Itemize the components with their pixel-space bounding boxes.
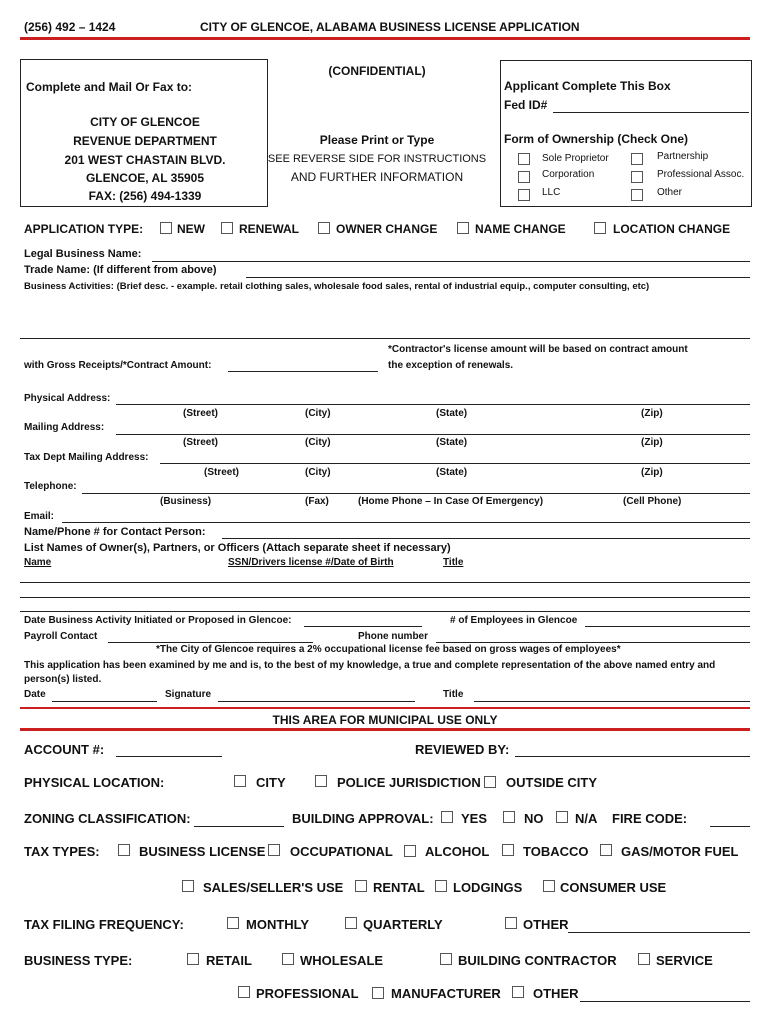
sales-use-label: SALES/SELLER'S USE	[203, 880, 344, 895]
building-na-checkbox[interactable]	[556, 811, 568, 823]
llc-label: LLC	[542, 187, 561, 198]
professional-checkbox[interactable]	[238, 986, 250, 998]
tobacco-checkbox[interactable]	[502, 844, 514, 856]
municipal-heading: THIS AREA FOR MUNICIPAL USE ONLY	[272, 713, 498, 727]
state-label: (State)	[436, 408, 468, 419]
owners-col-title: Title	[443, 557, 464, 568]
owner-row-3[interactable]	[20, 611, 750, 612]
occupational-label: OCCUPATIONAL	[290, 844, 393, 859]
date-input[interactable]	[52, 701, 157, 702]
employees-input[interactable]	[585, 626, 750, 627]
city-label: (City)	[305, 408, 331, 419]
sole-proprietor-label: Sole Proprietor	[542, 153, 609, 164]
address-line-1: CITY OF GLENCOE	[90, 115, 200, 129]
service-label: SERVICE	[656, 953, 713, 968]
llc-checkbox[interactable]	[518, 189, 530, 201]
owners-col-name: Name	[24, 557, 52, 568]
email-input[interactable]	[62, 522, 750, 523]
business-activities-input[interactable]	[20, 338, 750, 339]
lodgings-label: LODGINGS	[453, 880, 523, 895]
payroll-contact-input[interactable]	[108, 642, 313, 643]
frequency-other-input[interactable]	[568, 932, 750, 933]
account-input[interactable]	[116, 756, 222, 757]
payroll-contact-label: Payroll Contact	[24, 631, 98, 642]
professional-assoc-label: Professional Assoc.	[657, 169, 745, 180]
phone-number-input[interactable]	[436, 642, 750, 643]
fax-label: (Fax)	[305, 496, 329, 507]
zoning-label: ZONING CLASSIFICATION:	[24, 811, 191, 826]
rental-label: RENTAL	[373, 880, 425, 895]
address-line-4: GLENCOE, AL 35905	[85, 171, 205, 185]
building-contractor-label: BUILDING CONTRACTOR	[458, 953, 617, 968]
building-yes-label: YES	[461, 811, 488, 826]
reviewed-by-label: REVIEWED BY:	[415, 742, 510, 757]
tax-mailing-label: Tax Dept Mailing Address:	[24, 452, 149, 463]
owners-col-ssn: SSN/Drivers license #/Date of Birth	[228, 557, 394, 568]
fire-code-label: FIRE CODE:	[612, 811, 688, 826]
business-type-label: BUSINESS TYPE:	[24, 953, 133, 968]
outside-city-label: OUTSIDE CITY	[506, 775, 598, 790]
btype-other-label: OTHER	[533, 986, 579, 1001]
title-input[interactable]	[474, 701, 750, 702]
title-label: Title	[443, 689, 464, 700]
business-activities-label: Business Activities: (Brief desc. - example. retail clothing sales, wholesale food sales, rental of industrial equip., computer consulting, etc)	[24, 281, 650, 292]
zip-label: (Zip)	[641, 437, 663, 448]
state-label: (State)	[436, 467, 468, 478]
legal-name-input[interactable]	[152, 261, 750, 262]
gross-receipts-input[interactable]	[228, 371, 378, 372]
city-location-checkbox[interactable]	[234, 775, 246, 787]
sole-proprietor-checkbox[interactable]	[518, 153, 530, 165]
legal-name-label: Legal Business Name:	[24, 248, 142, 260]
partnership-checkbox[interactable]	[631, 153, 643, 165]
btype-other-input[interactable]	[580, 1001, 750, 1002]
date-initiated-input[interactable]	[304, 626, 422, 627]
quarterly-label: QUARTERLY	[363, 917, 443, 932]
print-type-label: Please Print or Type	[319, 133, 435, 147]
physical-address-label: Physical Address:	[24, 393, 111, 404]
street-label: (Street)	[183, 437, 219, 448]
attestation-text: This application has been examined by me and is, to the best of my knowledge, a true and complete representation of the above named entry and person(s) listed.	[24, 660, 716, 685]
retail-label: RETAIL	[206, 953, 252, 968]
instructions-line-1: SEE REVERSE SIDE FOR INSTRUCTIONS	[267, 153, 487, 165]
owners-label: List Names of Owner(s), Partners, or Officers (Attach separate sheet if necessary)	[24, 542, 451, 554]
service-checkbox[interactable]	[638, 953, 650, 965]
occupational-checkbox[interactable]	[268, 844, 280, 856]
name-change-checkbox[interactable]	[457, 222, 469, 234]
address-line-3: 201 WEST CHASTAIN BLVD.	[64, 153, 226, 167]
applicant-box-heading: Applicant Complete This Box	[504, 79, 671, 93]
consumer-use-label: CONSUMER USE	[560, 880, 667, 895]
street-label: (Street)	[183, 408, 219, 419]
police-jurisdiction-checkbox[interactable]	[315, 775, 327, 787]
address-line-2: REVENUE DEPARTMENT	[73, 134, 217, 148]
police-jurisdiction-label: POLICE JURISDICTION	[337, 775, 481, 790]
contractor-note-2: the exception of renewals.	[388, 360, 514, 371]
confidential-label: (CONFIDENTIAL)	[328, 64, 426, 78]
physical-address-input[interactable]	[116, 404, 750, 405]
mailing-address-input[interactable]	[116, 434, 750, 435]
btype-other-checkbox[interactable]	[512, 986, 524, 998]
contractor-note-1: *Contractor's license amount will be based on contract amount	[388, 344, 688, 355]
reviewed-by-input[interactable]	[515, 756, 750, 757]
new-checkbox[interactable]	[160, 222, 172, 234]
location-change-checkbox[interactable]	[594, 222, 606, 234]
home-phone-label: (Home Phone – In Case Of Emergency)	[358, 496, 544, 507]
other-ownership-label: Other	[657, 187, 683, 198]
form-title: CITY OF GLENCOE, ALABAMA BUSINESS LICENSE APPLICATION	[200, 20, 580, 34]
lodgings-checkbox[interactable]	[435, 880, 447, 892]
gross-receipts-label: with Gross Receipts/*Contract Amount:	[24, 360, 212, 371]
professional-assoc-checkbox[interactable]	[631, 171, 643, 183]
professional-label: PROFESSIONAL	[256, 986, 359, 1001]
renewal-checkbox[interactable]	[221, 222, 233, 234]
physical-location-label: PHYSICAL LOCATION:	[24, 775, 165, 790]
zip-label: (Zip)	[641, 467, 663, 478]
corporation-label: Corporation	[542, 169, 595, 180]
zoning-input[interactable]	[194, 826, 284, 827]
municipal-top-rule	[20, 707, 750, 709]
header-rule	[20, 37, 750, 40]
outside-city-checkbox[interactable]	[484, 776, 496, 788]
gas-motor-fuel-checkbox[interactable]	[600, 844, 612, 856]
applicant-box	[500, 60, 752, 207]
street-label: (Street)	[204, 467, 240, 478]
mail-to-heading: Complete and Mail Or Fax to:	[26, 80, 193, 94]
mail-to-box	[20, 59, 268, 207]
partnership-label: Partnership	[657, 151, 709, 162]
business-license-label: BUSINESS LICENSE	[139, 844, 266, 859]
owner-row-2[interactable]	[20, 597, 750, 598]
tax-types-label: TAX TYPES:	[24, 844, 100, 859]
manufacturer-label: MANUFACTURER	[391, 986, 501, 1001]
tobacco-label: TOBACCO	[523, 844, 589, 859]
frequency-other-checkbox[interactable]	[505, 917, 517, 929]
signature-input[interactable]	[218, 701, 415, 702]
trade-name-input[interactable]	[246, 277, 750, 278]
email-label: Email:	[24, 511, 55, 522]
retail-checkbox[interactable]	[187, 953, 199, 965]
phone-number-label: Phone number	[358, 631, 429, 642]
state-label: (State)	[436, 437, 468, 448]
date-initiated-label: Date Business Activity Initiated or Proposed in Glencoe:	[24, 615, 292, 626]
location-change-label: LOCATION CHANGE	[613, 222, 731, 236]
telephone-label: Telephone:	[24, 481, 77, 492]
signature-label: Signature	[165, 689, 212, 700]
cell-phone-label: (Cell Phone)	[623, 496, 682, 507]
date-label: Date	[24, 689, 46, 700]
trade-name-label: Trade Name: (If different from above)	[24, 264, 217, 276]
telephone-input[interactable]	[82, 493, 750, 494]
alcohol-checkbox[interactable]	[404, 845, 416, 857]
building-approval-label: BUILDING APPROVAL:	[292, 811, 434, 826]
tax-frequency-label: TAX FILING FREQUENCY:	[24, 917, 184, 932]
zip-label: (Zip)	[641, 408, 663, 419]
tax-mailing-input[interactable]	[160, 463, 750, 464]
owner-change-checkbox[interactable]	[318, 222, 330, 234]
consumer-use-checkbox[interactable]	[543, 880, 555, 892]
building-contractor-checkbox[interactable]	[440, 953, 452, 965]
mailing-address-label: Mailing Address:	[24, 422, 105, 433]
corporation-checkbox[interactable]	[518, 171, 530, 183]
wholesale-label: WHOLESALE	[300, 953, 384, 968]
employees-label: # of Employees in Glencoe	[450, 615, 578, 626]
business-phone-label: (Business)	[160, 496, 212, 507]
instructions-line-2: AND FURTHER INFORMATION	[290, 170, 464, 184]
address-fax: FAX: (256) 494-1339	[88, 189, 202, 203]
header-phone: (256) 492 – 1424	[24, 20, 116, 34]
business-license-checkbox[interactable]	[118, 844, 130, 856]
frequency-other-label: OTHER	[523, 917, 569, 932]
manufacturer-checkbox[interactable]	[372, 987, 384, 999]
city-label: (City)	[305, 467, 331, 478]
new-label: NEW	[177, 222, 205, 236]
fed-id-label: Fed ID#	[504, 98, 548, 112]
building-no-checkbox[interactable]	[503, 811, 515, 823]
city-location-label: CITY	[256, 775, 286, 790]
monthly-checkbox[interactable]	[227, 917, 239, 929]
application-type-label: APPLICATION TYPE:	[24, 222, 144, 236]
rental-checkbox[interactable]	[355, 880, 367, 892]
contact-person-label: Name/Phone # for Contact Person:	[24, 526, 206, 538]
fire-code-input[interactable]	[710, 826, 750, 827]
building-yes-checkbox[interactable]	[441, 811, 453, 823]
account-label: ACCOUNT #:	[24, 742, 105, 757]
owner-row-1[interactable]	[20, 582, 750, 583]
wholesale-checkbox[interactable]	[282, 953, 294, 965]
building-no-label: NO	[524, 811, 544, 826]
owner-change-label: OWNER CHANGE	[336, 222, 438, 236]
municipal-bottom-rule	[20, 728, 750, 731]
renewal-label: RENEWAL	[239, 222, 299, 236]
alcohol-label: ALCOHOL	[425, 844, 490, 859]
name-change-label: NAME CHANGE	[475, 222, 566, 236]
city-label: (City)	[305, 437, 331, 448]
other-ownership-checkbox[interactable]	[631, 189, 643, 201]
quarterly-checkbox[interactable]	[345, 917, 357, 929]
sales-use-checkbox[interactable]	[182, 880, 194, 892]
gas-motor-fuel-label: GAS/MOTOR FUEL	[621, 844, 739, 859]
contact-person-input[interactable]	[222, 538, 750, 539]
occupational-note: *The City of Glencoe requires a 2% occupational license fee based on gross wages of employees*	[156, 644, 621, 655]
monthly-label: MONTHLY	[246, 917, 310, 932]
building-na-label: N/A	[575, 811, 598, 826]
fed-id-input[interactable]	[553, 112, 749, 113]
ownership-heading: Form of Ownership (Check One)	[504, 132, 689, 146]
